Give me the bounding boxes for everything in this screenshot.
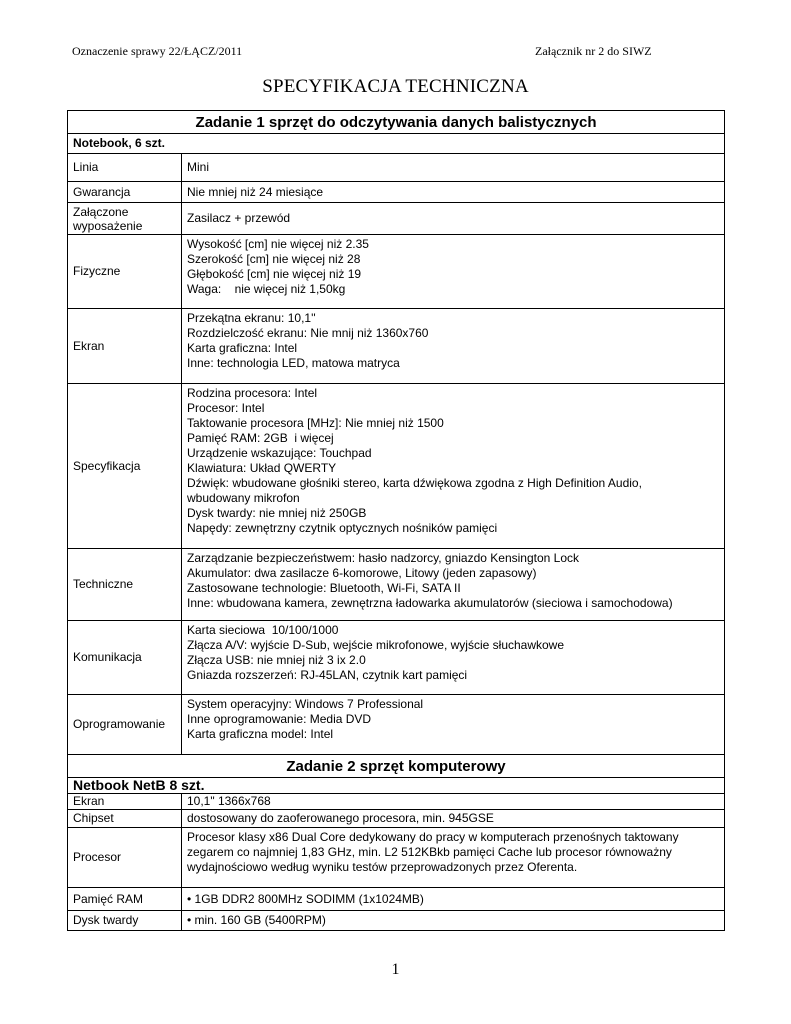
table-row: [68, 621, 725, 695]
value-line: Dźwięk: wbudowane głośniki stereo, karta dźwiękowa zgodna z High Definition Audio,: [187, 476, 642, 490]
value-line: Pamięć RAM: 2GB i więcej: [187, 431, 334, 445]
value-line: zegarem co najmniej 1,83 GHz, min. L2 512KBkb pamięci Cache lub procesor równoważny: [187, 845, 672, 859]
value-line: Nie mniej niż 24 miesiące: [187, 184, 324, 199]
value-line: Wysokość [cm] nie więcej niż 2.35: [187, 237, 369, 251]
row-value: [182, 888, 725, 911]
specification-table: [67, 110, 725, 931]
table-row: [68, 203, 725, 235]
value-line: Mini: [187, 160, 210, 174]
task1-title: Zadanie 1 sprzęt do odczytywania danych balistycznych: [68, 111, 725, 134]
value-line: Karta graficzna model: Intel: [187, 727, 334, 741]
row-value: [182, 309, 725, 384]
value-line: Urządzenie wskazujące: Touchpad: [187, 446, 372, 460]
value-line: Zasilacz + przewód: [187, 211, 291, 225]
task2-subtitle-row: [68, 778, 725, 794]
row-label: Gwarancja: [68, 182, 182, 203]
value-line: Dysk twardy: nie mniej niż 250GB: [187, 506, 367, 520]
value-line: Karta sieciowa 10/100/1000: [187, 623, 339, 637]
task2-title-row: [68, 755, 725, 778]
value-line: Klawiatura: Układ QWERTY: [187, 461, 337, 475]
table-row: [68, 888, 725, 911]
value-line: Inne oprogramowanie: Media DVD: [187, 712, 372, 726]
value-line: Złącza A/V: wyjście D-Sub, wejście mikrofonowe, wyjście słuchawkowe: [187, 638, 565, 652]
row-label: Załączone wyposażenie: [68, 203, 182, 235]
value-line: Karta graficzna: Intel: [187, 341, 298, 355]
page-title: SPECYFIKACJA TECHNICZNA: [262, 76, 529, 97]
row-value: [182, 621, 725, 695]
task2-subtitle: Netbook NetB 8 szt.: [68, 778, 725, 794]
row-value: [182, 203, 725, 235]
row-label: Oprogramowanie: [68, 695, 182, 755]
row-value: [182, 235, 725, 309]
value-line: Inne: wbudowana kamera, zewnętrzna ładowarka akumulatorów (sieciowa i samochodowa): [187, 596, 673, 610]
row-value: [182, 695, 725, 755]
table-row: [68, 794, 725, 810]
row-label: Ekran: [68, 309, 182, 384]
row-value: [182, 182, 725, 203]
case-reference: Oznaczenie sprawy 22/ŁĄCZ/2011: [72, 44, 243, 58]
row-value: [182, 384, 725, 549]
row-value: [182, 911, 725, 931]
value-line: Przekątna ekranu: 10,1'': [187, 311, 316, 325]
row-label: Linia: [68, 154, 182, 182]
row-value: [182, 828, 725, 888]
value-line: dostosowany do zaoferowanego procesora, min. 945GSE: [187, 811, 494, 825]
table-row: [68, 384, 725, 549]
value-line: Napędy: zewnętrzny czytnik optycznych nośników pamięci: [187, 521, 498, 535]
value-line: Szerokość [cm] nie więcej niż 28: [187, 252, 361, 266]
row-value: [182, 549, 725, 621]
task1-subtitle-row: [68, 134, 725, 154]
row-label: Procesor: [68, 828, 182, 888]
row-label: Techniczne: [68, 549, 182, 621]
value-line: Złącza USB: nie mniej niż 3 ix 2.0: [187, 653, 366, 667]
value-line: 10,1" 1366x768: [187, 794, 271, 808]
value-line: wbudowany mikrofon: [187, 491, 300, 505]
task1-subtitle: Notebook, 6 szt.: [68, 134, 725, 154]
attachment-label: Załącznik nr 2 do SIWZ: [535, 44, 652, 58]
row-label: Specyfikacja: [68, 384, 182, 549]
row-value: [182, 154, 725, 182]
value-line: Rozdzielczość ekranu: Nie mnij niż 1360x760: [187, 326, 429, 340]
value-line: Gniazda rozszerzeń: RJ-45LAN, czytnik kart pamięci: [187, 668, 468, 682]
value-line: Głębokość [cm] nie więcej niż 19: [187, 267, 362, 281]
table-row: [68, 911, 725, 931]
value-line: Waga: nie więcej niż 1,50kg: [187, 282, 346, 296]
value-line: Taktowanie procesora [MHz]: Nie mniej niż 1500: [187, 416, 444, 430]
row-label: Dysk twardy: [68, 911, 182, 931]
value-line: wydajnościowo według wyniku testów przeprowadzonych przez Oferenta.: [187, 860, 578, 874]
table-row: [68, 549, 725, 621]
table-row: [68, 182, 725, 203]
table-row: [68, 154, 725, 182]
value-line: Zastosowane technologie: Bluetooth, Wi-Fi, SATA II: [187, 581, 461, 595]
value-line: Akumulator: dwa zasilacze 6-komorowe, Litowy (jeden zapasowy): [187, 566, 537, 580]
table-row: [68, 235, 725, 309]
table-row: [68, 828, 725, 888]
table-row: [68, 309, 725, 384]
row-label: Chipset: [68, 810, 182, 828]
value-line: Rodzina procesora: Intel: [187, 386, 318, 400]
task2-title: Zadanie 2 sprzęt komputerowy: [68, 755, 725, 778]
row-label: Pamięć RAM: [68, 888, 182, 911]
value-line: • 1GB DDR2 800MHz SODIMM (1x1024MB): [187, 891, 424, 906]
page-number: 1: [391, 961, 400, 978]
value-line: Procesor klasy x86 Dual Core dedykowany do pracy w komputerach przenośnych taktowany: [187, 830, 679, 844]
row-label: Fizyczne: [68, 235, 182, 309]
row-label: Komunikacja: [68, 621, 182, 695]
row-value: [182, 794, 725, 810]
task1-title-row: [68, 111, 725, 134]
row-label: Ekran: [68, 794, 182, 810]
row-value: [182, 810, 725, 828]
value-line: • min. 160 GB (5400RPM): [187, 913, 326, 927]
table-row: [68, 695, 725, 755]
table-row: [68, 810, 725, 828]
value-line: Procesor: Intel: [187, 401, 265, 415]
value-line: System operacyjny: Windows 7 Professional: [187, 697, 424, 711]
value-line: Inne: technologia LED, matowa matryca: [187, 356, 400, 370]
value-line: Zarządzanie bezpieczeństwem: hasło nadzorcy, gniazdo Kensington Lock: [187, 551, 580, 565]
